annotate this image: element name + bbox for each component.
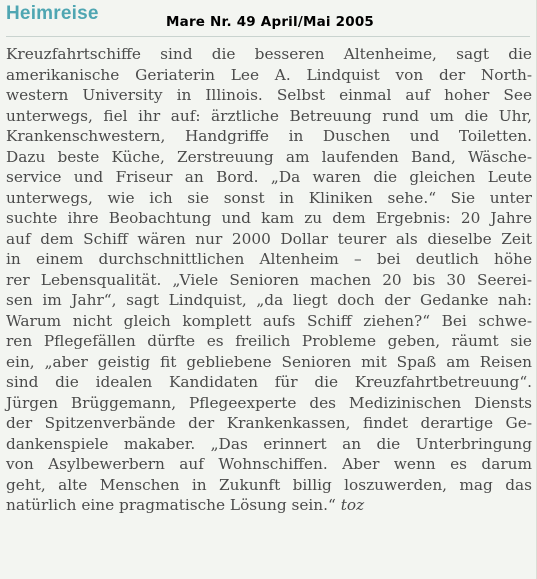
article-title: Heimreise	[6, 3, 99, 24]
article-line: Warum nicht gleich komplett aufs Schiff ziehen?“ Bei schwe-	[6, 311, 532, 330]
article-last-line	[6, 495, 532, 516]
article-line: Kreuzfahrtschiffe sind die besseren Altenheime, sagt die	[6, 45, 532, 63]
article-line: natürlich eine pragmatische Lösung sein.“	[6, 496, 336, 514]
article-line: western University in Illinois. Selbst einmal auf hoher See	[6, 86, 532, 104]
article-line: unterwegs, fiel ihr auf: ärztliche Betreuung rund um die Uhr,	[6, 106, 532, 125]
author-tag: toz	[340, 496, 365, 514]
article-line: unterwegs, wie ich sie sonst in Kliniken sehe.“ Sie unter	[6, 188, 532, 207]
title-divider	[6, 36, 530, 37]
article-line: Dazu beste Küche, Zerstreuung am laufenden Band, Wäsche-	[6, 147, 532, 166]
article-line: auf dem Schiff wären nur 2000 Dollar teurer als dieselbe Zeit	[6, 229, 532, 248]
article-line: amerikanische Geriaterin Lee A. Lindquist von der North-	[6, 65, 532, 84]
article-line: Jürgen Brüggemann, Pflegeexperte des Medizinischen Diensts	[6, 393, 532, 412]
article-line: dankenspiele makaber. „Das erinnert an die Unterbringung	[6, 434, 532, 453]
article-line: suchte ihre Beobachtung und kam zu dem Ergebnis: 20 Jahre	[6, 209, 532, 227]
article-line: sen im Jahr“, sagt Lindquist, „da liegt doch der Gedanke nah:	[6, 291, 532, 309]
article-body	[6, 44, 532, 516]
article-line: der Spitzenverbände der Krankenkassen, findet derartige Ge-	[6, 414, 532, 432]
article-line: ren Pflegefällen dürfte es freilich Probleme geben, räumt sie	[6, 332, 532, 350]
article-line: service und Friseur an Bord. „Da waren die gleichen Leute	[6, 168, 532, 186]
article-line: in einem durchschnittlichen Altenheim – bei deutlich höhe	[6, 250, 532, 268]
article-line: rer Lebensqualität. „Viele Senioren machen 20 bis 30 Seerei-	[6, 270, 532, 289]
article-line: geht, alte Menschen in Zukunft billig loszuwerden, mag das	[6, 475, 532, 494]
article-line: sind die idealen Kandidaten für die Kreuzfahrtbetreuung“.	[6, 373, 532, 391]
article-line: von Asylbewerbern auf Wohnschiffen. Aber wenn es darum	[6, 455, 532, 473]
article-line: Krankenschwestern, Handgriffe in Duschen und Toiletten.	[6, 127, 532, 145]
article-line: ein, „aber geistig fit gebliebene Senioren mit Spaß am Reisen	[6, 352, 532, 371]
source-citation: Mare Nr. 49 April/Mai 2005	[166, 14, 375, 30]
